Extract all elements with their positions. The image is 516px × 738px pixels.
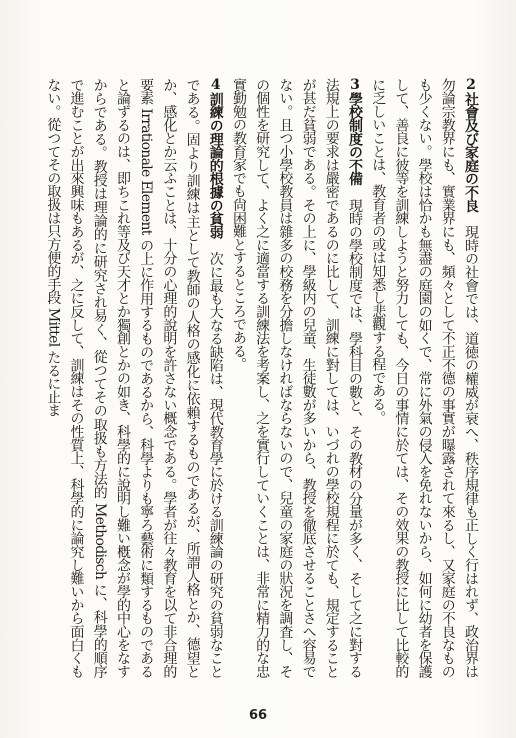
- section-number: 4: [210, 78, 221, 92]
- section-text: 次に最も大なる缺陷は、現代教育學に於ける訓練論の研究の貧弱なことである。固より訓練は主として教師の人格の感化に依賴するものであるが、所謂人格とか、德望とか、感化とか云ふことは、十分の心理的說明を許さない概念である。學者が往々教育を以て非合理的要素 Irrationale Element の上に作用するものであるから、科學よりも寧ろ藝術に類するものであると論ずるのは、即ちこれ等及び天才とか獨創とかの如き、科學的に說明し難い槪念が學的中心をなすからである。教授は理論的に研究され易く、從つてその取扱も方法的 Methodisch に、科學的順序で進むことが出來興味もあるが、之に反して、訓練はその性質上、科學的に論究し難いから面白くもない。從つてその取扱は只方便的手段 Mittel たるに止ま: [45, 78, 224, 678]
- section-heading: 學校制度の不備: [346, 92, 363, 186]
- section-heading: 訓練の理論的根據の貧弱: [207, 92, 224, 239]
- page-number: 66: [248, 708, 268, 723]
- section-paragraph-2: [366, 78, 482, 678]
- vertical-text-body: [27, 78, 482, 678]
- section-number: 2: [466, 78, 476, 92]
- section-paragraph-4: [41, 78, 227, 678]
- section-paragraph-3: [227, 78, 366, 678]
- section-number: 3: [350, 78, 360, 92]
- section-heading: 社會及び家庭の不良: [463, 92, 479, 212]
- section-text: 現時の學校制度では、學科目の數と、その教材の分量が多く、そして之に對する法規上の要求は嚴密であるのに比して、訓練に對しては、いづれの學校規程に於ても、規定することが甚だ貧弱である。その上に、學級内の兒童、生徒數が多いから、教授を徹底させることさへ容易でない。且つ小學校教員は雜多の校務を分擔しなければならないので、兒童の家庭の狀況を調査し、その個性を研究して、よく之に適當する訓練法を考案し、之を實行していくことは、非常に精力的な忠實勤勉の教育家でも尙困難とするところである。: [230, 78, 363, 678]
- section-text: 現時の社會では、道徳の權威が衰へ、秩序規律も正しく行はれず、政治界は勿論宗教界にも、實業界にも、頻々として不正不德の事實が曝露されて來るし、又家庭の不良なものも少くない。學校は恰かも無盡の庭園の如くで、常に外氣の侵入を免れないから、如何に幼者を保護して、善良に彼等を訓練しようと努力しても、今日の事情に於ては、その效果の教授に比して比較的に乏しいことは、教育者の或は知悉し悲觀する程である。: [370, 78, 479, 679]
